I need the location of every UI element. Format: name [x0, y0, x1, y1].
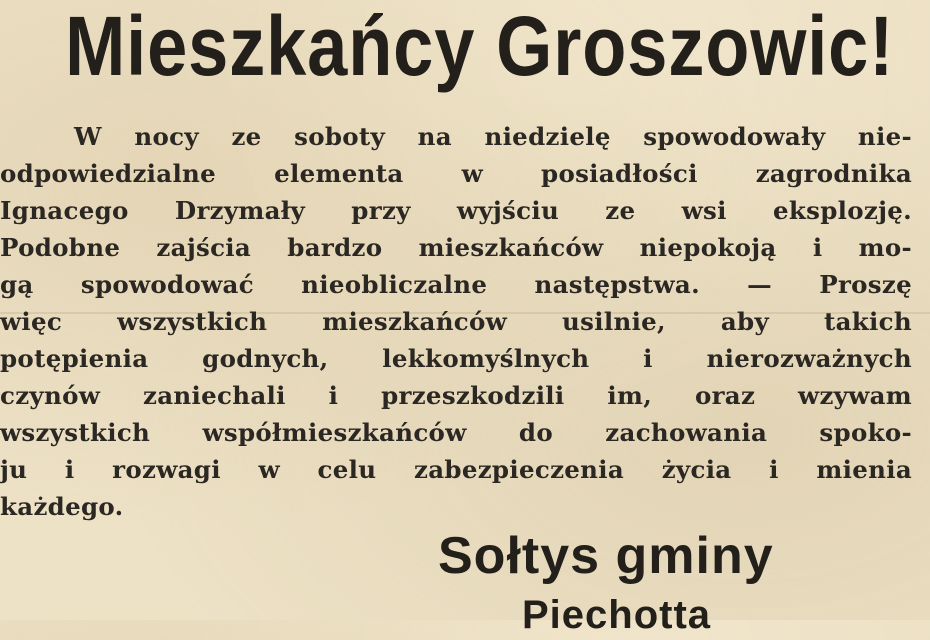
signature-title: Sołtys gminy [438, 527, 774, 585]
body-line: odpowiedzialne elementa w posiadłości zagrodnika [0, 159, 912, 188]
body-line: ju i rozwagi w celu zabezpieczenia życia i mienia [0, 455, 912, 484]
body-line: potępienia godnych, lekkomyślnych i nierozważnych [0, 344, 912, 373]
headline: Mieszkańcy Groszowic! [65, 0, 895, 93]
body-line: Podobne zajścia bardzo mieszkańców niepokoją i mo- [0, 233, 912, 262]
body-line: W nocy ze soboty na niedzielę spowodowały nie- [74, 122, 912, 151]
signature-name: Piechotta [522, 593, 712, 637]
body-line: czynów zaniechali i przeszkodzili im, oraz wzywam [0, 381, 912, 410]
body-line: więc wszystkich mieszkańców usilnie, aby takich [0, 307, 912, 336]
body-line: gą spowodować nieobliczalne następstwa. — Proszę [0, 270, 912, 299]
body-line: Ignacego Drzymały przy wyjściu ze wsi eksplozję. [0, 196, 912, 225]
body-line: wszystkich współmieszkańców do zachowania spoko- [0, 418, 912, 447]
body-line: każdego. [0, 492, 124, 521]
announcement-body [0, 118, 912, 525]
